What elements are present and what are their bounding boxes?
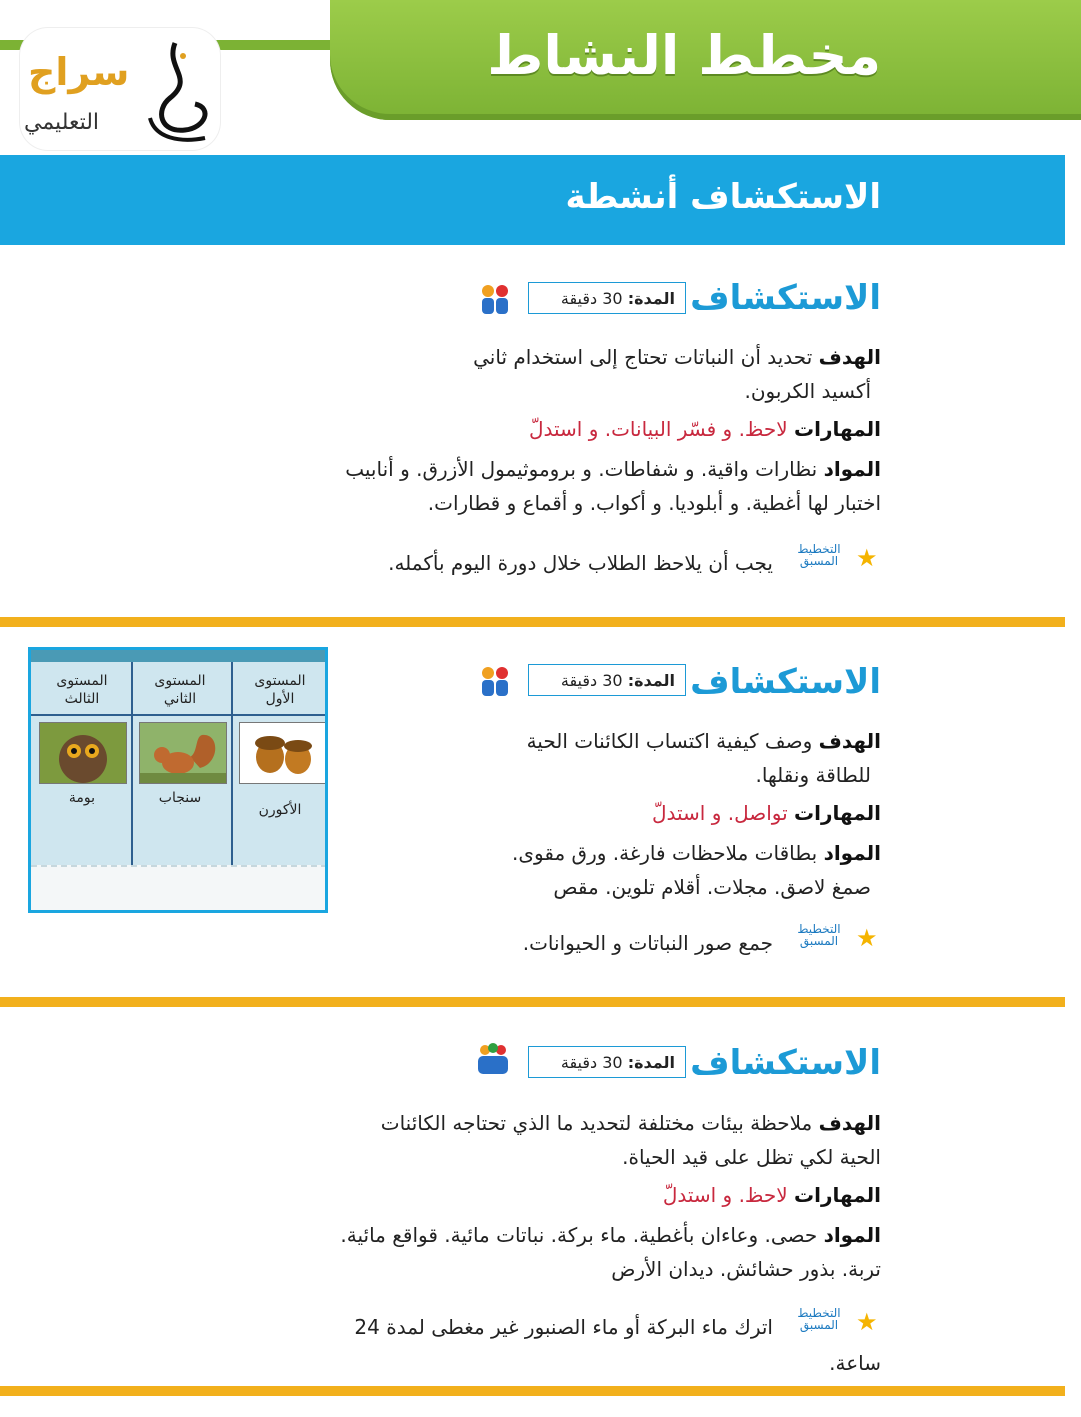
duration-value: 30 دقيقة [560,671,623,690]
goal-text: وصف كيفية اكتساب الكائنات الحية [526,729,813,753]
level-3-header-line-1: المستوى [56,673,108,689]
goal-line-1 [381,1106,881,1140]
goal-label: الهدف [818,729,881,753]
plan-label [784,1307,854,1331]
skills-text: تواصل. و استدلّ [651,801,788,825]
plan-label-2: المسبق [799,1318,839,1332]
logo-text: سراج [28,50,130,94]
plan-text-2: ساعة. [829,1351,881,1375]
activity-title: الاستكشاف [690,1043,881,1083]
star-icon: ★ [856,544,878,572]
plan-label-2: المسبق [799,554,839,568]
plan-label [784,923,854,947]
table-top-bar [31,650,327,662]
food-chain-table [28,647,328,913]
materials-label: المواد [823,1223,881,1247]
materials-label: المواد [823,457,881,481]
goal-line-1 [527,724,881,758]
level-3-header [37,672,127,708]
logo-calligraphy-icon [135,38,220,148]
section-separator [0,997,1065,1007]
duration-box [528,282,686,314]
squirrel-picture [139,722,227,784]
materials-text: نظارات واقية. و شفاطات. و بروموثيمول الأزرق. و أنابيب [345,457,818,481]
star-icon: ★ [856,924,878,952]
table-header-line [31,714,327,716]
plan-text-1: اترك ماء البركة أو ماء الصنبور غير مغطى لمدة 24 [354,1315,773,1339]
skills-line [529,412,881,446]
materials-line-1 [340,1218,881,1252]
goal-line-2: الحية لكي تظل على قيد الحياة. [622,1145,881,1169]
duration-value: 30 دقيقة [560,1053,623,1072]
goal-text: ملاحظة بيئات مختلفة لتحديد ما الذي تحتاجه الكائنات [380,1111,813,1135]
page-title: مخطط النشاط [487,24,881,87]
materials-line-1 [512,836,881,870]
plan-text: جمع صور النباتات و الحيوانات. [522,931,773,955]
level-2-header-line-2: الثاني [163,691,197,707]
plan-label-1: التخطيط [797,542,841,556]
materials-line-2: صمغ لاصق. مجلات. أقلام تلوين. مقص [553,875,871,899]
skills-line [652,796,881,830]
materials-line-2: تربة. بذور حشائش. ديدان الأرض [611,1257,881,1281]
skills-label: المهارات [794,417,881,441]
skills-text: لاحظ. و فسّر البيانات. و استدلّ [528,417,788,441]
goal-line-2: أكسيد الكربون. [744,379,871,403]
logo-subtext: التعليمي [24,110,100,135]
section-separator [0,617,1065,627]
duration-label: المدة: [627,1053,675,1072]
level-1-header [235,672,325,708]
materials-text: حصى. وعاءان بأغطية. ماء بركة. نباتات مائية. قواقع مائية. [340,1223,818,1247]
group-icon [476,1042,510,1076]
group-icon [478,664,512,698]
table-bottom-strip [31,865,327,913]
goal-line-2: للطاقة ونقلها. [755,763,871,787]
skills-label: المهارات [794,801,881,825]
owl-picture [39,722,127,784]
level-1-header-line-2: الأول [265,691,295,707]
duration-label: المدة: [627,289,675,308]
duration-value: 30 دقيقة [560,289,623,308]
materials-label: المواد [823,841,881,865]
level-3-header-line-2: الثالث [64,691,100,707]
banner-title: الاستكشاف أنشطة [565,177,881,217]
materials-line-2: اختبار لها أغطية. و أبلوديا. و أكواب. و أقماع و قطارات. [427,491,881,515]
plan-label-1: التخطيط [797,922,841,936]
level-2-header [135,672,225,708]
skills-text: لاحظ. و استدلّ [662,1183,788,1207]
plan-text: يجب أن يلاحظ الطلاب خلال دورة اليوم بأكمله. [388,551,773,575]
section-separator [0,1386,1065,1396]
star-icon: ★ [856,1308,878,1336]
skills-line [663,1178,881,1212]
duration-box [528,664,686,696]
activity-title: الاستكشاف [690,662,881,702]
duration-box [528,1046,686,1078]
level-2-caption: سنجاب [158,790,202,806]
skills-label: المهارات [794,1183,881,1207]
goal-line-1 [473,340,881,374]
level-3-caption: بومة [68,790,96,806]
goal-text: تحديد أن النباتات تحتاج إلى استخدام ثاني [473,345,813,369]
materials-text: بطاقات ملاحظات فارغة. ورق مقوى. [512,841,818,865]
plan-label [784,543,854,567]
materials-line-1 [345,452,881,486]
plan-label-1: التخطيط [797,1306,841,1320]
goal-label: الهدف [818,1111,881,1135]
plan-label-2: المسبق [799,934,839,948]
goal-label: الهدف [818,345,881,369]
acorn-picture [239,722,327,784]
group-icon [478,282,512,316]
level-1-header-line-1: المستوى [254,673,306,689]
activity-title: الاستكشاف [690,278,881,318]
section-banner [0,155,1065,245]
level-1-caption: الأكورن [258,802,302,818]
level-2-header-line-1: المستوى [154,673,206,689]
duration-label: المدة: [627,671,675,690]
